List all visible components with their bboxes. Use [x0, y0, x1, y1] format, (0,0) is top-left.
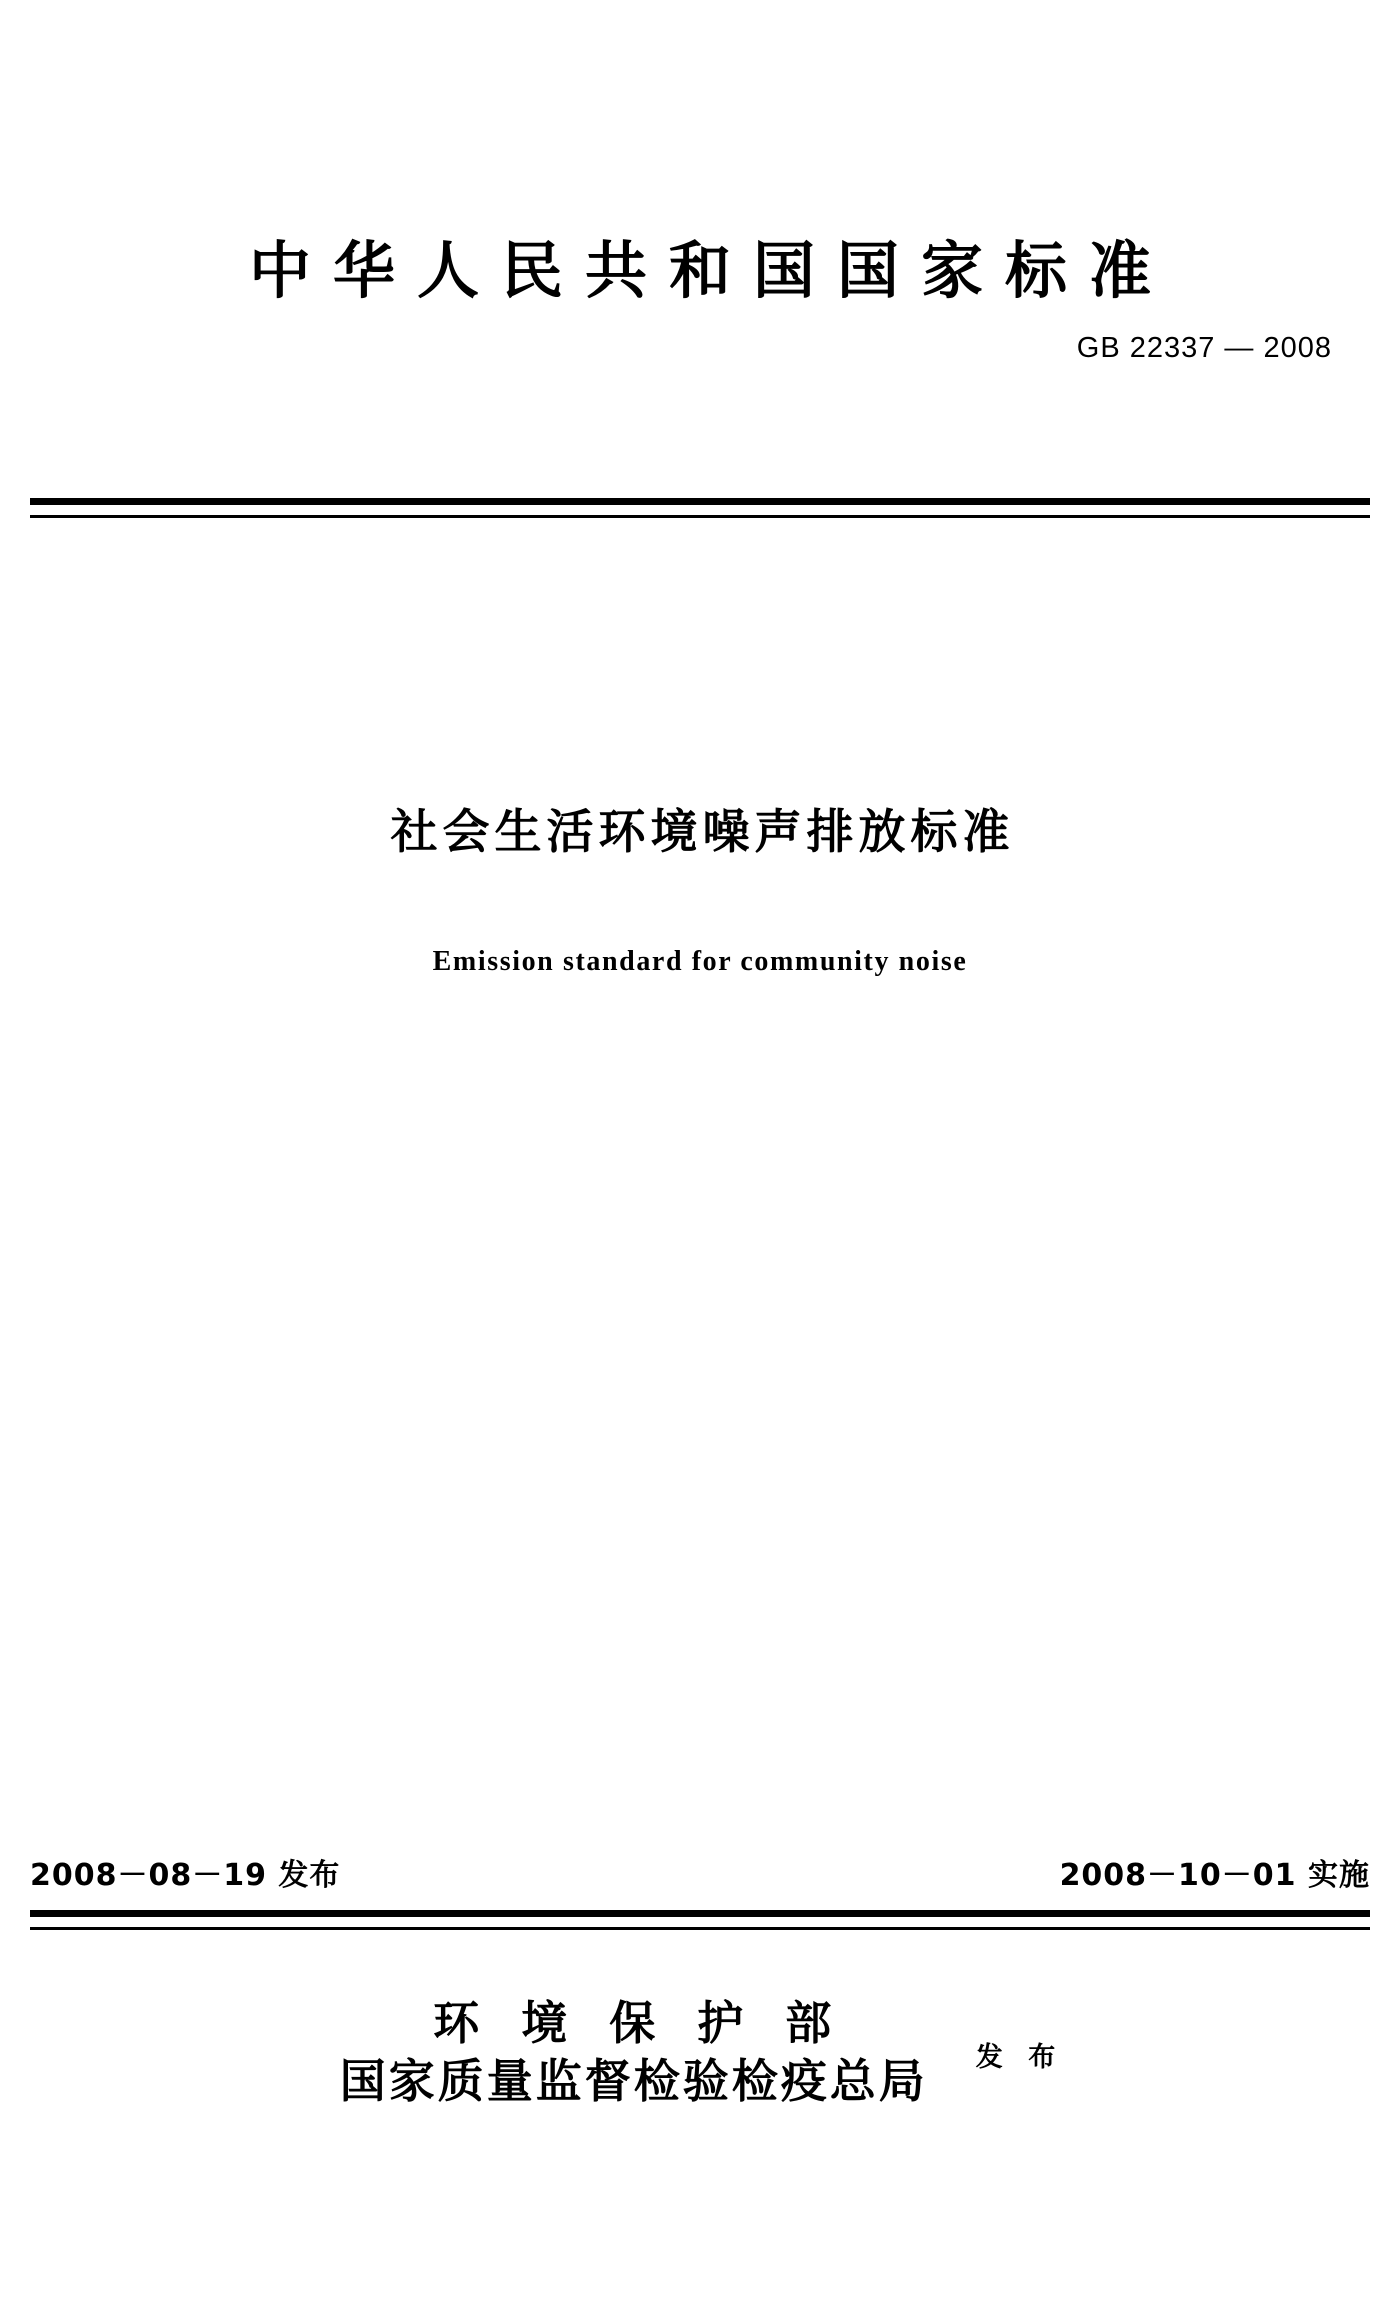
- date-row: [30, 1850, 1370, 1894]
- issuer-names: [337, 1995, 928, 2110]
- issuer-block: [0, 1995, 1400, 2110]
- document-title-english: Emission standard for community noise: [432, 946, 968, 978]
- footer-rule-thin: [30, 1927, 1370, 1930]
- national-standard-title: 中华人民共和国国家标准: [248, 234, 1173, 307]
- title-block: [0, 805, 1400, 978]
- document-title-chinese: 社会生活环境噪声排放标准: [390, 805, 1015, 860]
- issue-date: 2008－08－19 发布: [30, 1858, 341, 1893]
- header-block: [0, 234, 1400, 365]
- issuer-administration: 国家质量监督检验检疫总局: [339, 2053, 928, 2108]
- issuer-ministry: 环境保护部: [433, 1996, 874, 2050]
- effective-date: 2008－10－01 实施: [1059, 1858, 1370, 1893]
- issuer-action-label: 发 布: [975, 2042, 1064, 2073]
- footer-rule-thick: [30, 1910, 1370, 1917]
- header-rule-thick: [30, 498, 1370, 505]
- header-rule-thin: [30, 515, 1370, 518]
- standard-number: GB 22337 — 2008: [1076, 332, 1332, 364]
